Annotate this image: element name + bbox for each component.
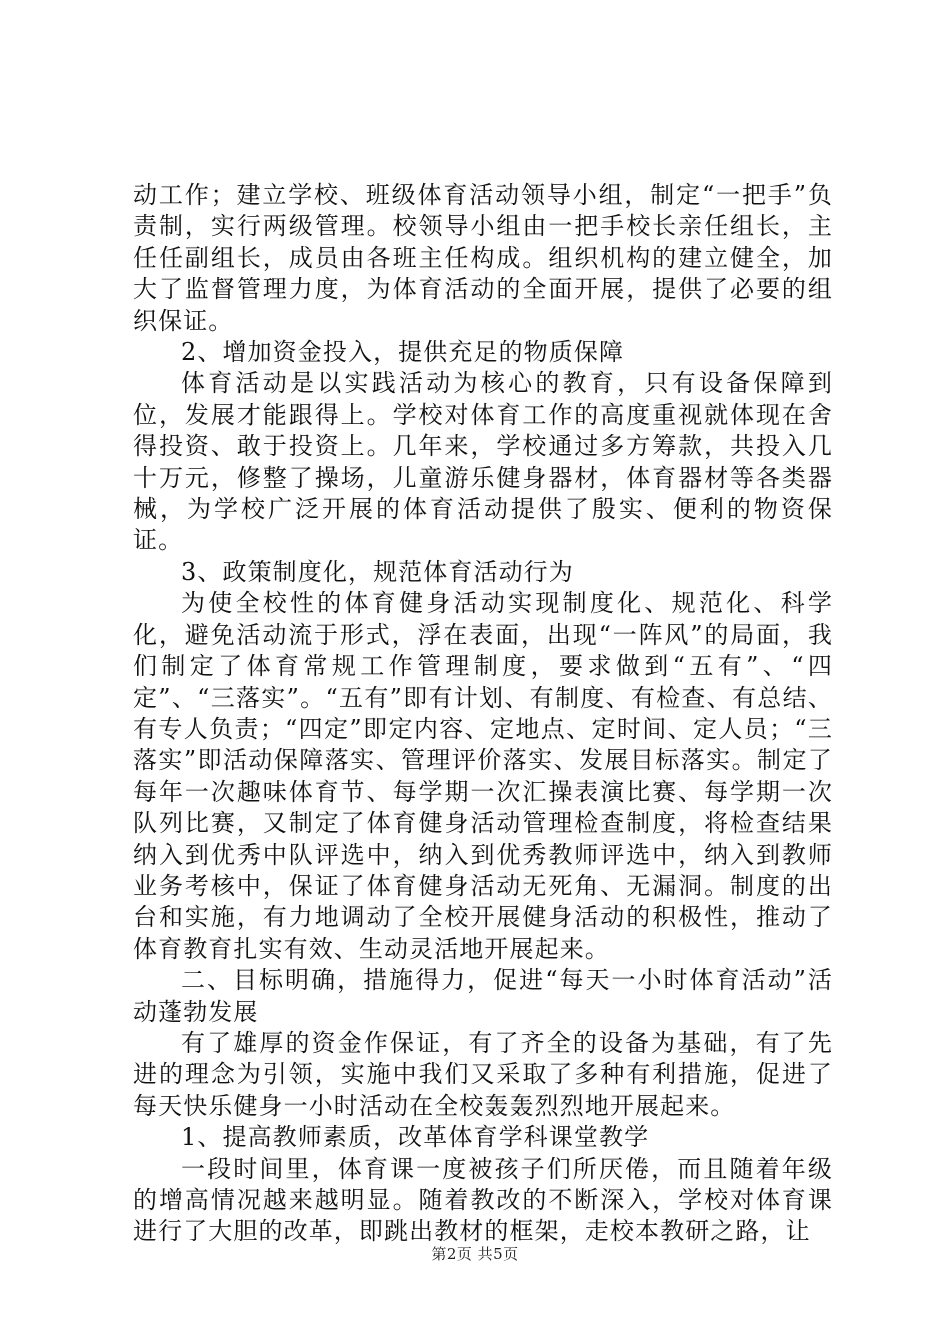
section-heading-3: 3、政策制度化，规范体育活动行为 <box>181 557 574 586</box>
paragraph-2: 体育活动是以实践活动为核心的教育，只有设备保障到位，发展才能跟得上。学校对体育工作的高度重视就体现在舍得投资、敢于投资上。几年来，学校通过多方筹款，共投入几十万元，修整了操场，儿童游乐健身器材，体育器材等各类器械，为学校广泛开展的体育活动提供了殷实、便利的物资保证。 <box>133 369 833 555</box>
paragraph-4: 有了雄厚的资金作保证，有了齐全的设备为基础，有了先进的理念为引领，实施中我们又采取了多种有利措施，促进了每天快乐健身一小时活动在全校轰轰烈烈地开展起来。 <box>133 1028 833 1120</box>
paragraph-3: 为使全校性的体育健身活动实现制度化、规范化、科学化，避免活动流于形式，浮在表面，出现“一阵风”的局面，我们制定了体育常规工作管理制度，要求做到“五有”、“四定”、“三落实”。“五有”即有计划、有制度、有检查、有总结、有专人负责；“四定”即定内容、定地点、定时间、定人员；“三落实”即活动保障落实、管理评价落实、发展目标落实。制定了每年一次趣味体育节、每学期一次汇操表演比赛、每学期一次队列比赛，又制定了体育健身活动管理检查制度，将检查结果纳入到优秀中队评选中，纳入到优秀教师评选中，纳入到教师业务考核中，保证了体育健身活动无死角、无漏洞。制度的出台和实施，有力地调动了全校开展健身活动的积极性，推动了体育教育扎实有效、生动灵活地开展起来。 <box>133 589 833 963</box>
section-heading-part-two: 二、目标明确，措施得力，促进“每天一小时体育活动”活动蓬勃发展 <box>133 966 833 1026</box>
page-number-footer: 第2页 共5页 <box>431 1245 519 1263</box>
section-heading-1: 1、提高教师素质，改革体育学科课堂教学 <box>181 1123 650 1152</box>
document-body <box>133 180 833 1248</box>
paragraph-1: 动工作；建立学校、班级体育活动领导小组，制定“一把手”负责制，实行两级管理。校领导小组由一把手校长亲任组长，主任任副组长，成员由各班主任构成。组织机构的建立健全，加大了监督管理力度，为体育活动的全面开展，提供了必要的组织保证。 <box>133 181 833 335</box>
section-heading-2: 2、增加资金投入，提供充足的物质保障 <box>181 338 625 367</box>
paragraph-5: 一段时间里，体育课一度被孩子们所厌倦，而且随着年级的增高情况越来越明显。随着教改的不断深入，学校对体育课进行了大胆的改革，即跳出教材的框架，走校本教研之路，让 <box>133 1154 833 1246</box>
